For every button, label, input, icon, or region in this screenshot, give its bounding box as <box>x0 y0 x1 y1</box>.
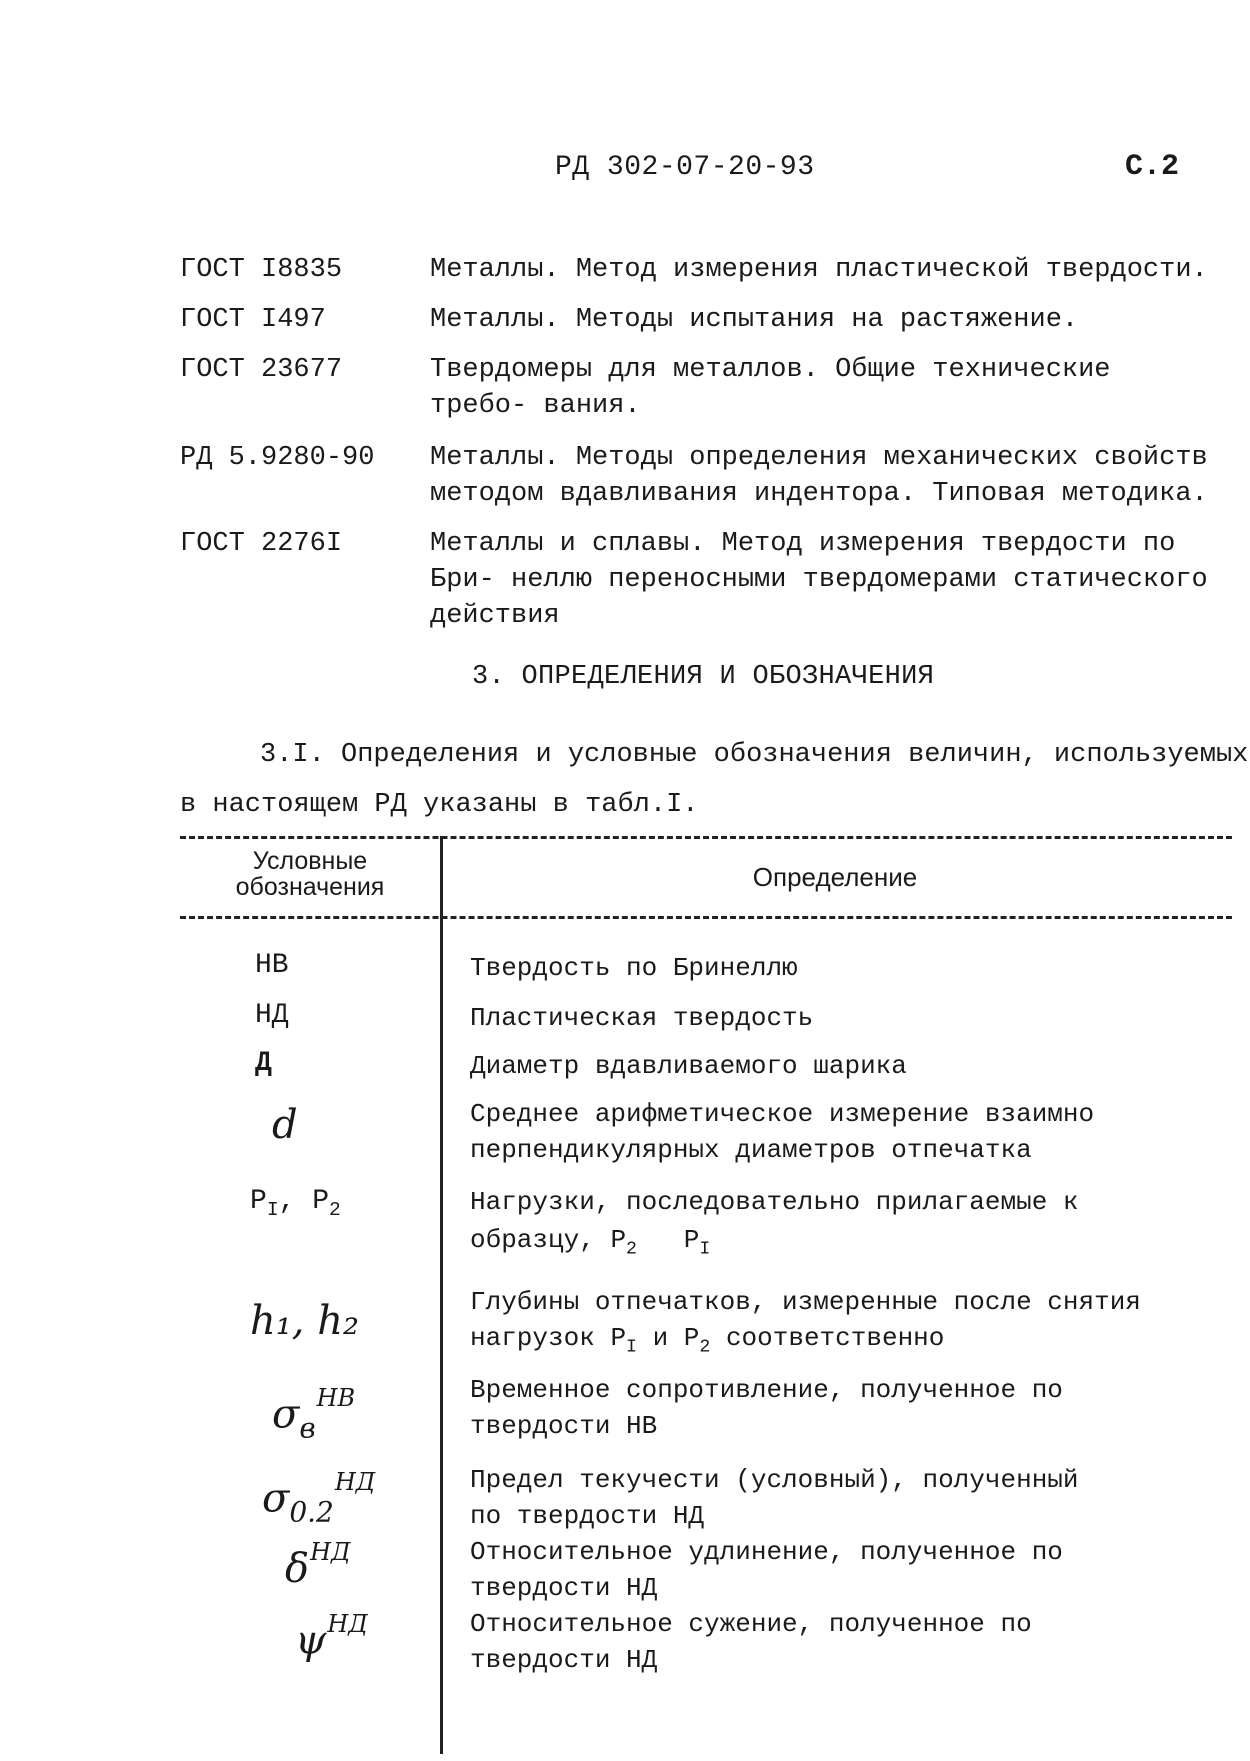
symbol-superscript: НД <box>310 1538 351 1566</box>
table-row-definition: Предел текучести (условный), полученный по твердости НД <box>470 1465 1079 1531</box>
definition-subscript: I <box>699 1239 711 1260</box>
reference-title: Металлы и сплавы. Метод измерения твердости по Бри- неллю переносными твердомерами статического действия <box>430 529 1208 631</box>
symbol-superscript: НВ <box>316 1384 356 1412</box>
reference-title: Металлы. Метод измерения пластической твердости. <box>430 255 1208 285</box>
symbol-subscript: в <box>299 1411 316 1445</box>
symbol-subscript: 2 <box>329 1198 341 1221</box>
reference-code: ГОСТ I497 <box>180 305 326 335</box>
table-row-symbol: НВ <box>255 950 289 981</box>
table-row-symbol: d <box>272 1102 298 1148</box>
definition-text: и <box>652 1323 669 1353</box>
symbol-superscript: НД <box>327 1610 368 1638</box>
definition-subscript: I <box>626 1337 637 1358</box>
table-row-symbol <box>262 1468 375 1528</box>
reference-code: ГОСТ 23677 <box>180 355 343 385</box>
definition-text: образцу, <box>470 1225 595 1255</box>
table-row-definition: Относительное сужение, полученное по твердости НД <box>470 1609 1032 1675</box>
page-number: С.2 <box>1125 150 1180 184</box>
table-row-definition: Пластическая твердость <box>470 1003 814 1033</box>
table-header-symbol: Условные обозначения <box>235 847 385 901</box>
definition-subscript: 2 <box>699 1337 711 1358</box>
table-row-symbol <box>285 1538 351 1592</box>
definition-subscript: 2 <box>626 1239 637 1260</box>
symbol-sigma: σ <box>272 1391 300 1438</box>
table-row-symbol: h₁, h₂ <box>250 1298 360 1344</box>
symbol-psi: ψ <box>295 1617 327 1664</box>
table-row-symbol <box>272 1384 355 1444</box>
document-code: РД 302-07-20-93 <box>555 152 815 183</box>
symbol-delta: δ <box>285 1545 310 1592</box>
table-row-definition <box>470 1320 1230 1365</box>
definition-symbol: P <box>683 1323 700 1353</box>
symbol-sigma: σ <box>262 1475 290 1522</box>
symbol-superscript: НД <box>334 1468 376 1496</box>
table-row-definition: Диаметр вдавливаемого шарика <box>470 1051 907 1081</box>
symbol-p: P <box>250 1186 267 1217</box>
paragraph-line: в настоящем РД указаны в табл.I. <box>180 790 699 820</box>
section-title: 3. ОПРЕДЕЛЕНИЯ И ОБОЗНАЧЕНИЯ <box>472 662 935 692</box>
definition-symbol: P <box>610 1323 627 1353</box>
symbol-subscript: I <box>266 1198 279 1221</box>
definition-text: соответственно <box>725 1323 945 1353</box>
paragraph-line: 3.I. Определения и условные обозначения величин, используемых <box>260 740 1249 770</box>
table-row-definition: Среднее арифметическое измерение взаимно перпендикулярных диаметров отпечатка <box>470 1099 1095 1165</box>
table-top-rule <box>180 836 1232 839</box>
definition-symbol: P <box>610 1225 627 1255</box>
table-row-definition: Твердость по Бринеллю <box>470 953 798 983</box>
symbol-p: P <box>312 1186 329 1217</box>
reference-code: ГОСТ I8835 <box>180 255 343 285</box>
reference-code: РД 5.9280-90 <box>180 443 375 473</box>
table-row-symbol: Д <box>255 1048 272 1079</box>
table-row-definition: Нагрузки, последовательно прилагаемые к <box>470 1187 1079 1217</box>
table-header-definition: Определение <box>752 862 918 892</box>
definition-symbol: P <box>683 1225 700 1255</box>
reference-title: Твердомеры для металлов. Общие технические требо- вания. <box>430 355 1111 421</box>
table-row-definition: Относительное удлинение, полученное по твердости НД <box>470 1537 1063 1603</box>
table-row-definition <box>470 1222 1230 1267</box>
table-row-symbol: НД <box>255 1000 289 1031</box>
reference-code: ГОСТ 2276I <box>180 529 343 559</box>
symbol-separator: , <box>278 1186 313 1217</box>
table-header-rule <box>180 916 1232 919</box>
table-column-divider <box>440 836 443 1754</box>
table-row-definition: Временное сопротивление, полученное по твердости НВ <box>470 1375 1063 1441</box>
definition-text: нагрузок <box>470 1323 595 1353</box>
table-row-definition: Глубины отпечатков, измеренные после снятия <box>470 1287 1141 1317</box>
reference-title: Металлы. Методы испытания на растяжение. <box>430 305 1079 335</box>
table-row-symbol <box>250 1186 341 1221</box>
table-row-symbol <box>295 1610 368 1664</box>
symbol-subscript: 0.2 <box>289 1495 334 1529</box>
reference-title: Металлы. Методы определения механических свойств методом вдавливания индентора. Типовая методика. <box>430 443 1208 509</box>
